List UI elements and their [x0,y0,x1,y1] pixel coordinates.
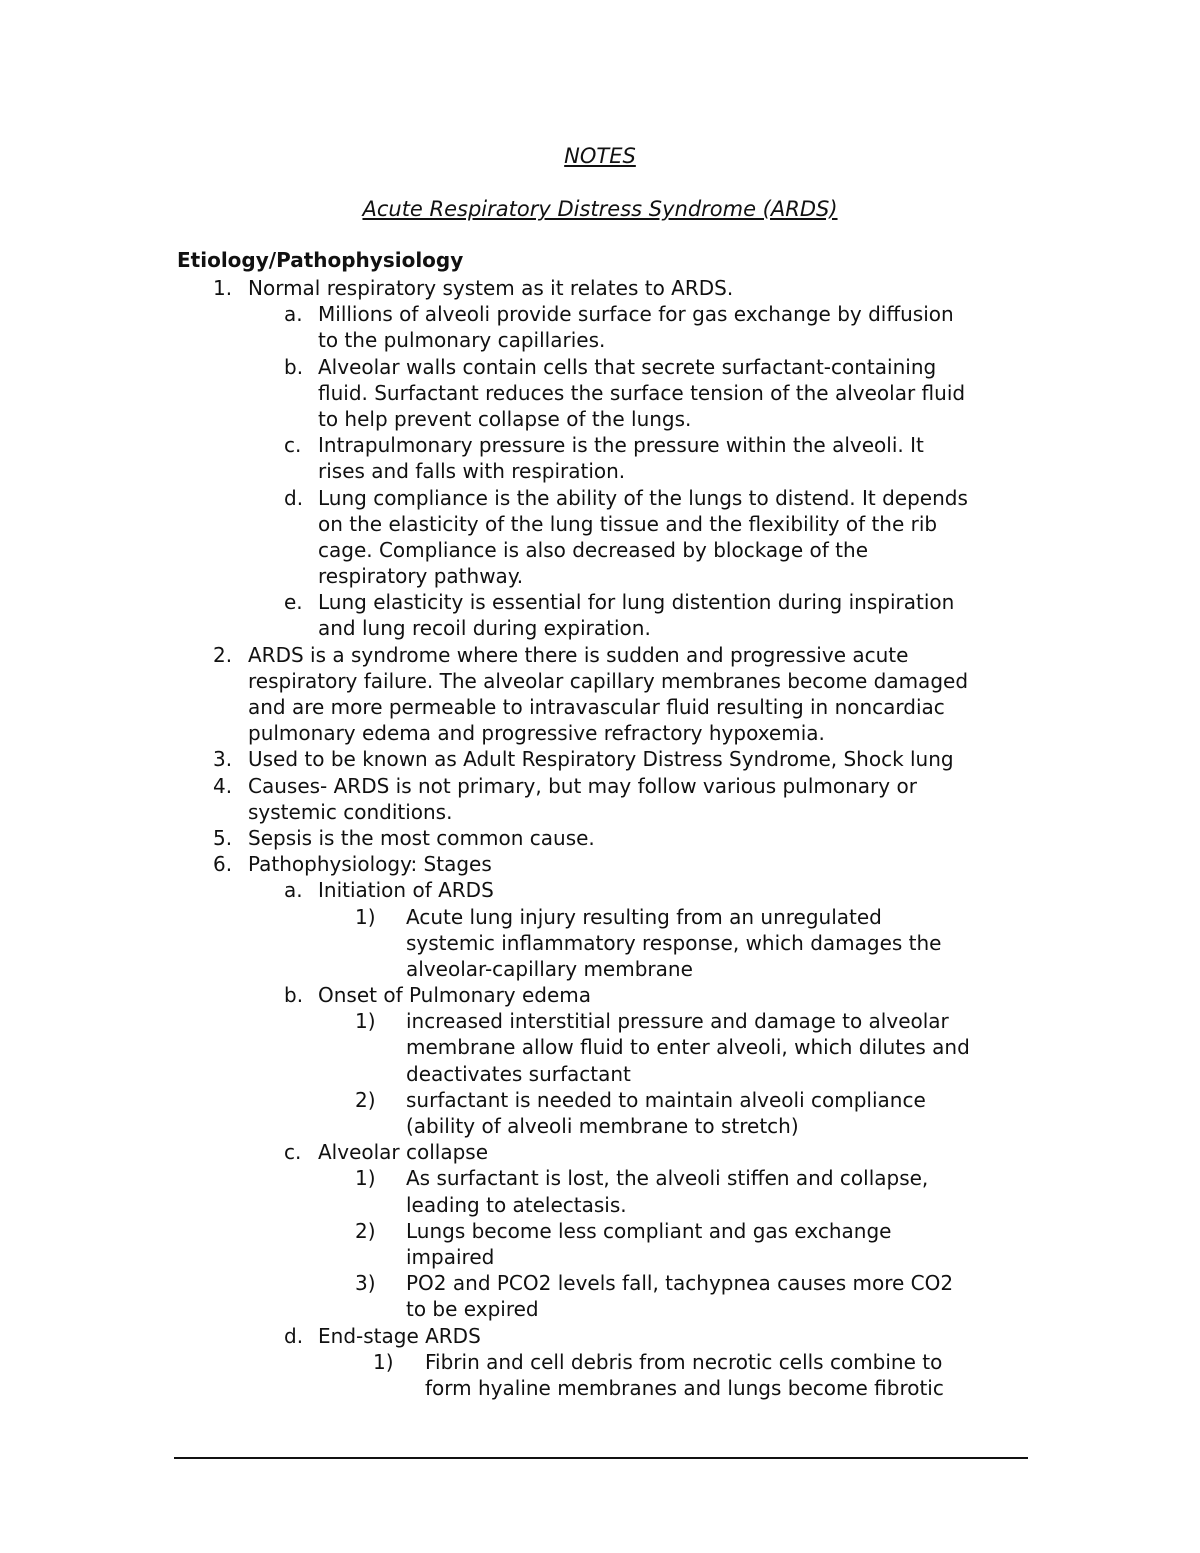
footer-rule [174,1457,1028,1459]
list-text: Intrapulmonary pressure is the pressure within the alveoli. It [318,433,924,458]
list-marker: 1) [355,1009,376,1034]
outline-line [0,930,1200,956]
document-title: Acute Respiratory Distress Syndrome (ARDS) [362,197,838,221]
outline-line [0,1139,1200,1165]
list-text: respiratory failure. The alveolar capillary membranes become damaged [248,668,969,693]
outline-line [0,1323,1200,1349]
list-text: form hyaline membranes and lungs become fibrotic [425,1375,944,1400]
outline-line [0,301,1200,327]
list-marker: d. [284,485,304,510]
outline-line [0,1087,1200,1113]
list-text: on the elasticity of the lung tissue and the flexibility of the rib [318,511,938,536]
list-text: impaired [406,1244,495,1269]
outline-line [0,380,1200,406]
list-marker: 3. [213,747,233,772]
outline-line [0,799,1200,825]
list-marker: 1) [373,1349,394,1374]
outline-line [0,668,1200,694]
outline-line [0,1375,1200,1401]
outline-line [0,1270,1200,1296]
outline-line [0,1192,1200,1218]
list-text: to help prevent collapse of the lungs. [318,406,692,431]
list-text: deactivates surfactant [406,1061,631,1086]
outline-line [0,694,1200,720]
outline-line [0,642,1200,668]
list-text: ARDS is a syndrome where there is sudden and progressive acute [248,642,909,667]
list-text: to be expired [406,1297,539,1322]
list-text: PO2 and PCO2 levels fall, tachypnea causes more CO2 [406,1271,954,1296]
outline-line [0,327,1200,353]
list-marker: e. [284,590,303,615]
list-text: Lungs become less compliant and gas exchange [406,1218,892,1243]
list-text: respiratory pathway. [318,564,524,589]
outline-line [0,275,1200,301]
outline-line [0,354,1200,380]
list-marker: a. [284,878,303,903]
list-marker: 6. [213,852,233,877]
list-marker: b. [284,983,304,1008]
list-text: alveolar-capillary membrane [406,956,693,981]
list-text: leading to atelectasis. [406,1192,627,1217]
list-text: Acute lung injury resulting from an unregulated [406,904,882,929]
outline-line [0,773,1200,799]
list-text: Millions of alveoli provide surface for gas exchange by diffusion [318,302,954,327]
list-marker: 2. [213,642,233,667]
list-marker: a. [284,302,303,327]
outline-line [0,720,1200,746]
outline-line [0,1244,1200,1270]
outline-line [0,563,1200,589]
outline-line [0,1165,1200,1191]
list-text: Pathophysiology: Stages [248,852,492,877]
list-marker: 1. [213,276,233,300]
outline-line [0,956,1200,982]
list-text: Used to be known as Adult Respiratory Distress Syndrome, Shock lung [248,747,954,772]
outline-line [0,589,1200,615]
notes-label: NOTES [564,144,636,168]
list-text: cage. Compliance is also decreased by blockage of the [318,537,868,562]
list-text: rises and falls with respiration. [318,459,626,484]
list-marker: 2) [355,1218,376,1243]
list-marker: 1) [355,904,376,929]
outline-line [0,1061,1200,1087]
list-text: Sepsis is the most common cause. [248,825,595,850]
list-text: Alveolar walls contain cells that secrete surfactant-containing [318,354,937,379]
list-text: Fibrin and cell debris from necrotic cells combine to [425,1349,943,1374]
list-text: and lung recoil during expiration. [318,616,651,641]
list-text: Onset of Pulmonary edema [318,983,592,1008]
outline-line [0,1218,1200,1244]
section-heading: Etiology/Pathophysiology [177,248,464,272]
outline-line [0,406,1200,432]
outline-line [0,485,1200,511]
outline-list [0,275,1200,1401]
list-text: Lung elasticity is essential for lung distention during inspiration [318,590,955,615]
outline-line [0,904,1200,930]
list-text: membrane allow fluid to enter alveoli, which dilutes and [406,1035,970,1060]
outline-line [0,537,1200,563]
outline-line [0,458,1200,484]
outline-line [0,982,1200,1008]
list-text: Lung compliance is the ability of the lungs to distend. It depends [318,485,968,510]
list-marker: b. [284,354,304,379]
list-text: systemic inflammatory response, which damages the [406,930,942,955]
list-marker: c. [284,433,302,458]
outline-line [0,432,1200,458]
list-text: End-stage ARDS [318,1323,481,1348]
outline-line [0,511,1200,537]
list-marker: 5. [213,825,233,850]
list-marker: d. [284,1323,304,1348]
list-text: Initiation of ARDS [318,878,494,903]
list-marker: 3) [355,1271,376,1296]
list-text: to the pulmonary capillaries. [318,328,606,353]
list-text: Alveolar collapse [318,1140,489,1165]
list-text: Causes- ARDS is not primary, but may follow various pulmonary or [248,773,917,798]
list-text: systemic conditions. [248,799,453,824]
list-marker: 4. [213,773,233,798]
list-marker: 2) [355,1087,376,1112]
list-text: surfactant is needed to maintain alveoli compliance [406,1087,926,1112]
outline-line [0,1034,1200,1060]
list-marker: 1) [355,1166,376,1191]
list-text: fluid. Surfactant reduces the surface tension of the alveolar fluid [318,380,966,405]
outline-line [0,825,1200,851]
list-text: As surfactant is lost, the alveoli stiffen and collapse, [406,1166,929,1191]
outline-line [0,877,1200,903]
outline-line [0,1296,1200,1322]
list-text: Normal respiratory system as it relates to ARDS. [248,276,734,300]
outline-line [0,1008,1200,1034]
list-text: pulmonary edema and progressive refractory hypoxemia. [248,721,825,746]
outline-line [0,615,1200,641]
outline-line [0,1113,1200,1139]
list-text: and are more permeable to intravascular fluid resulting in noncardiac [248,695,945,719]
list-text: (ability of alveoli membrane to stretch) [406,1114,799,1138]
outline-line [0,851,1200,877]
outline-line [0,746,1200,772]
outline-line [0,1349,1200,1375]
list-marker: c. [284,1140,302,1165]
list-text: increased interstitial pressure and damage to alveolar [406,1009,949,1034]
